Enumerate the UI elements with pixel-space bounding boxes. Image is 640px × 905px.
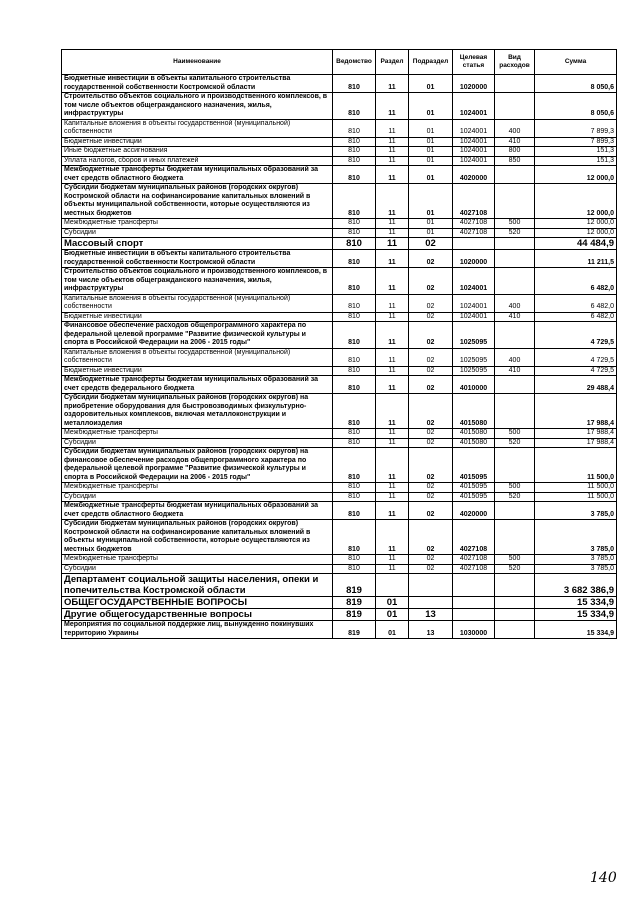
row-name: Бюджетные инвестиции: [62, 366, 333, 376]
row-sum: 3 785,0: [535, 555, 617, 565]
row-sum: 44 484,9: [535, 238, 617, 250]
row-name: Бюджетные инвестиции в объекты капитального строительства государственной собственности Костромской области: [62, 250, 333, 268]
row-vr: 850: [495, 156, 535, 166]
row-sum: 11 500,0: [535, 448, 617, 483]
row-ved: 810: [333, 564, 376, 574]
row-cs: 4015095: [453, 492, 495, 502]
row-ved: 810: [333, 156, 376, 166]
row-podr: 13: [409, 621, 453, 639]
row-cs: 4027108: [453, 564, 495, 574]
row-razd: 11: [376, 137, 409, 147]
row-sum: 11 500,0: [535, 492, 617, 502]
row-name: Субсидии: [62, 564, 333, 574]
row-name: Субсидии: [62, 228, 333, 238]
row-podr: 01: [409, 137, 453, 147]
row-podr: 01: [409, 228, 453, 238]
row-vr: 520: [495, 492, 535, 502]
row-name: Межбюджетные трансферты: [62, 555, 333, 565]
row-razd: [376, 574, 409, 597]
row-podr: 02: [409, 502, 453, 520]
row-vr: 520: [495, 438, 535, 448]
row-vr: [495, 238, 535, 250]
row-podr: 01: [409, 75, 453, 93]
row-ved: 810: [333, 166, 376, 184]
row-sum: 15 334,9: [535, 621, 617, 639]
row-name: Межбюджетные трансферты: [62, 483, 333, 493]
row-cs: 4015095: [453, 448, 495, 483]
row-name: Субсидии бюджетам муниципальных районов (городских округов) Костромской области на софинансирование капитальных вложений в объекты муниципальной собственности, которые осуществляются из местных бюджетов: [62, 184, 333, 219]
row-cs: 1024001: [453, 268, 495, 295]
row-cs: 4027108: [453, 184, 495, 219]
row-vr: [495, 597, 535, 609]
row-vr: 410: [495, 137, 535, 147]
col-header-razd: Раздел: [376, 50, 409, 75]
row-podr: 02: [409, 294, 453, 312]
row-razd: 11: [376, 483, 409, 493]
row-cs: 1020000: [453, 250, 495, 268]
col-header-podr: Подраздел: [409, 50, 453, 75]
row-sum: 8 050,6: [535, 75, 617, 93]
table-row: [62, 609, 617, 621]
row-vr: [495, 394, 535, 429]
row-ved: 810: [333, 520, 376, 555]
row-vr: 800: [495, 147, 535, 157]
row-sum: 6 482,0: [535, 312, 617, 322]
table-row: [62, 147, 617, 157]
row-podr: 02: [409, 429, 453, 439]
row-sum: 151,3: [535, 147, 617, 157]
col-header-sum: Сумма: [535, 50, 617, 75]
row-cs: 1025095: [453, 348, 495, 366]
row-razd: 11: [376, 184, 409, 219]
table-row: [62, 93, 617, 120]
row-podr: [409, 597, 453, 609]
row-ved: 810: [333, 483, 376, 493]
row-razd: 11: [376, 520, 409, 555]
row-razd: 01: [376, 597, 409, 609]
row-vr: [495, 268, 535, 295]
row-name: Финансовое обеспечение расходов общепрограммного характера по федеральной целевой программе "Развитие физической культуры и спорта в Российской Федерации на 2006 - 2015 годы": [62, 322, 333, 349]
row-sum: 6 482,0: [535, 268, 617, 295]
row-vr: 500: [495, 219, 535, 229]
row-podr: 02: [409, 492, 453, 502]
row-podr: 02: [409, 348, 453, 366]
table-row: [62, 156, 617, 166]
row-sum: 8 050,6: [535, 93, 617, 120]
row-ved: 810: [333, 75, 376, 93]
row-podr: 02: [409, 483, 453, 493]
row-razd: 11: [376, 156, 409, 166]
row-vr: 520: [495, 228, 535, 238]
row-cs: [453, 609, 495, 621]
row-ved: 810: [333, 238, 376, 250]
row-podr: 13: [409, 609, 453, 621]
row-cs: 1025095: [453, 366, 495, 376]
row-ved: 810: [333, 312, 376, 322]
row-vr: 500: [495, 555, 535, 565]
row-vr: 400: [495, 119, 535, 137]
row-vr: [495, 621, 535, 639]
row-cs: 1024001: [453, 312, 495, 322]
row-razd: 11: [376, 348, 409, 366]
row-cs: [453, 574, 495, 597]
row-razd: 11: [376, 166, 409, 184]
row-ved: 819: [333, 621, 376, 639]
row-cs: 4015080: [453, 394, 495, 429]
table-row: [62, 268, 617, 295]
row-ved: 810: [333, 376, 376, 394]
row-podr: 02: [409, 564, 453, 574]
row-sum: 7 899,3: [535, 119, 617, 137]
row-vr: 500: [495, 483, 535, 493]
row-cs: 4015080: [453, 429, 495, 439]
row-name: Департамент социальной защиты населения, опеки и попечительства Костромской области: [62, 574, 333, 597]
row-ved: 810: [333, 184, 376, 219]
row-ved: 810: [333, 294, 376, 312]
row-sum: 3 785,0: [535, 564, 617, 574]
table-row: [62, 322, 617, 349]
row-name: Межбюджетные трансферты бюджетам муниципальных образований за счет средств федерального бюджета: [62, 376, 333, 394]
row-cs: 1020000: [453, 75, 495, 93]
row-cs: 4027108: [453, 228, 495, 238]
col-header-vr: Вид расходов: [495, 50, 535, 75]
row-razd: 11: [376, 376, 409, 394]
col-header-ved: Ведомство: [333, 50, 376, 75]
row-ved: 810: [333, 219, 376, 229]
row-razd: 11: [376, 366, 409, 376]
row-podr: 02: [409, 448, 453, 483]
row-sum: 12 000,0: [535, 166, 617, 184]
row-vr: 400: [495, 294, 535, 312]
row-sum: 4 729,5: [535, 348, 617, 366]
row-ved: 810: [333, 394, 376, 429]
table-row: [62, 438, 617, 448]
row-vr: [495, 250, 535, 268]
row-sum: 6 482,0: [535, 294, 617, 312]
row-name: Межбюджетные трансферты: [62, 429, 333, 439]
row-vr: 500: [495, 429, 535, 439]
row-cs: 4010000: [453, 376, 495, 394]
row-name: Другие общегосударственные вопросы: [62, 609, 333, 621]
row-name: ОБЩЕГОСУДАРСТВЕННЫЕ ВОПРОСЫ: [62, 597, 333, 609]
row-vr: [495, 166, 535, 184]
row-ved: 810: [333, 322, 376, 349]
row-razd: 11: [376, 119, 409, 137]
row-vr: [495, 93, 535, 120]
row-vr: 520: [495, 564, 535, 574]
row-cs: 1024001: [453, 294, 495, 312]
row-razd: 11: [376, 238, 409, 250]
table-row: [62, 250, 617, 268]
table-row: [62, 119, 617, 137]
row-vr: 410: [495, 312, 535, 322]
row-razd: 11: [376, 429, 409, 439]
row-ved: 810: [333, 250, 376, 268]
row-ved: 810: [333, 502, 376, 520]
row-name: Капитальные вложения в объекты государственной (муниципальной) собственности: [62, 119, 333, 137]
row-name: Субсидии бюджетам муниципальных районов (городских округов) на финансовое обеспечение расходов общепрограммного характера по федеральной целевой программе "Развитие физической культуры и спорта в Российской Федерации на 2006 - 2015 годы": [62, 448, 333, 483]
row-razd: 11: [376, 147, 409, 157]
row-cs: 4015080: [453, 438, 495, 448]
row-podr: 01: [409, 93, 453, 120]
row-name: Бюджетные инвестиции: [62, 312, 333, 322]
row-razd: 11: [376, 502, 409, 520]
row-ved: 810: [333, 366, 376, 376]
row-sum: 3 682 386,9: [535, 574, 617, 597]
row-cs: 1024001: [453, 156, 495, 166]
row-podr: 02: [409, 312, 453, 322]
row-name: Уплата налогов, сборов и иных платежей: [62, 156, 333, 166]
row-sum: 3 785,0: [535, 520, 617, 555]
col-header-name: Наименование: [62, 50, 333, 75]
row-sum: 11 211,5: [535, 250, 617, 268]
row-sum: 12 000,0: [535, 184, 617, 219]
row-razd: 11: [376, 448, 409, 483]
row-sum: 4 729,5: [535, 322, 617, 349]
row-podr: 01: [409, 219, 453, 229]
row-name: Строительство объектов социального и производственного комплексов, в том числе объектов общегражданского назначения, жилья, инфраструктуры: [62, 93, 333, 120]
row-vr: [495, 322, 535, 349]
table-row: [62, 184, 617, 219]
row-name: Межбюджетные трансферты бюджетам муниципальных образований за счет средств областного бюджета: [62, 166, 333, 184]
row-sum: 4 729,5: [535, 366, 617, 376]
row-sum: 17 988,4: [535, 394, 617, 429]
row-ved: 810: [333, 137, 376, 147]
row-name: Бюджетные инвестиции: [62, 137, 333, 147]
row-ved: 810: [333, 228, 376, 238]
row-cs: 4027108: [453, 219, 495, 229]
table-row: [62, 394, 617, 429]
row-name: Капитальные вложения в объекты государственной (муниципальной) собственности: [62, 348, 333, 366]
row-razd: 11: [376, 322, 409, 349]
table-row: [62, 520, 617, 555]
row-ved: 810: [333, 147, 376, 157]
row-razd: 11: [376, 312, 409, 322]
row-razd: 11: [376, 75, 409, 93]
row-sum: 15 334,9: [535, 597, 617, 609]
table-row: [62, 238, 617, 250]
row-name: Капитальные вложения в объекты государственной (муниципальной) собственности: [62, 294, 333, 312]
row-podr: 02: [409, 238, 453, 250]
table-row: [62, 429, 617, 439]
table-row: [62, 137, 617, 147]
row-name: Межбюджетные трансферты бюджетам муниципальных образований за счет средств областного бюджета: [62, 502, 333, 520]
table-row: [62, 574, 617, 597]
row-vr: [495, 184, 535, 219]
row-sum: 7 899,3: [535, 137, 617, 147]
row-razd: 11: [376, 93, 409, 120]
row-cs: [453, 238, 495, 250]
row-name: Субсидии: [62, 492, 333, 502]
row-ved: 810: [333, 93, 376, 120]
row-sum: 151,3: [535, 156, 617, 166]
row-podr: 01: [409, 156, 453, 166]
row-name: Иные бюджетные ассигнования: [62, 147, 333, 157]
row-cs: 4020000: [453, 502, 495, 520]
row-podr: 01: [409, 147, 453, 157]
table-row: [62, 166, 617, 184]
table-row: [62, 502, 617, 520]
row-podr: 02: [409, 394, 453, 429]
row-podr: 01: [409, 184, 453, 219]
row-ved: 810: [333, 348, 376, 366]
row-cs: 4027108: [453, 520, 495, 555]
row-sum: 12 000,0: [535, 228, 617, 238]
row-podr: 02: [409, 438, 453, 448]
row-sum: 17 988,4: [535, 429, 617, 439]
row-razd: 11: [376, 268, 409, 295]
budget-table: [61, 49, 617, 639]
table-row: [62, 564, 617, 574]
row-ved: 810: [333, 555, 376, 565]
row-sum: 12 000,0: [535, 219, 617, 229]
table-row: [62, 492, 617, 502]
row-sum: 15 334,9: [535, 609, 617, 621]
row-razd: 11: [376, 438, 409, 448]
row-name: Субсидии: [62, 438, 333, 448]
row-cs: 1024001: [453, 147, 495, 157]
table-row: [62, 483, 617, 493]
row-ved: 819: [333, 597, 376, 609]
row-ved: 810: [333, 268, 376, 295]
table-row: [62, 376, 617, 394]
row-ved: 819: [333, 574, 376, 597]
row-podr: 02: [409, 520, 453, 555]
row-sum: 3 785,0: [535, 502, 617, 520]
row-razd: 11: [376, 492, 409, 502]
row-cs: 4015095: [453, 483, 495, 493]
table-row: [62, 366, 617, 376]
row-ved: 810: [333, 438, 376, 448]
row-sum: 29 488,4: [535, 376, 617, 394]
table-row: [62, 75, 617, 93]
row-ved: 810: [333, 492, 376, 502]
row-cs: 1024001: [453, 119, 495, 137]
row-name: Субсидии бюджетам муниципальных районов (городских округов) Костромской области на софинансирование капитальных вложений в объекты муниципальной собственности, которые осуществляются из местных бюджетов: [62, 520, 333, 555]
row-ved: 810: [333, 119, 376, 137]
row-sum: 17 988,4: [535, 438, 617, 448]
row-cs: 1030000: [453, 621, 495, 639]
row-name: Мероприятия по социальной поддержке лиц, вынужденно покинувших территорию Украины: [62, 621, 333, 639]
table-row: [62, 219, 617, 229]
row-ved: 819: [333, 609, 376, 621]
row-podr: 02: [409, 366, 453, 376]
row-vr: [495, 609, 535, 621]
row-podr: 01: [409, 166, 453, 184]
row-podr: 02: [409, 376, 453, 394]
page-number: 140: [590, 870, 617, 886]
row-vr: [495, 574, 535, 597]
row-cs: 1024001: [453, 93, 495, 120]
row-vr: 400: [495, 348, 535, 366]
row-razd: 11: [376, 250, 409, 268]
table-row: [62, 555, 617, 565]
row-cs: 4020000: [453, 166, 495, 184]
row-razd: 11: [376, 294, 409, 312]
table-row: [62, 228, 617, 238]
table-header: [62, 50, 617, 75]
row-name: Массовый спорт: [62, 238, 333, 250]
row-razd: 11: [376, 564, 409, 574]
table-row: [62, 312, 617, 322]
table-row: [62, 294, 617, 312]
row-razd: 11: [376, 555, 409, 565]
row-ved: 810: [333, 448, 376, 483]
table-body: [62, 75, 617, 639]
row-name: Межбюджетные трансферты: [62, 219, 333, 229]
row-vr: [495, 520, 535, 555]
row-sum: 11 500,0: [535, 483, 617, 493]
row-podr: [409, 574, 453, 597]
col-header-cs: Целевая статья: [453, 50, 495, 75]
row-name: Строительство объектов социального и производственного комплексов, в том числе объектов общегражданского назначения, жилья, инфраструктуры: [62, 268, 333, 295]
row-podr: 01: [409, 119, 453, 137]
row-cs: 4027108: [453, 555, 495, 565]
row-vr: 410: [495, 366, 535, 376]
row-cs: 1025095: [453, 322, 495, 349]
row-podr: 02: [409, 555, 453, 565]
row-ved: 810: [333, 429, 376, 439]
table-row: [62, 448, 617, 483]
row-vr: [495, 502, 535, 520]
row-cs: [453, 597, 495, 609]
row-razd: 11: [376, 228, 409, 238]
table-row: [62, 621, 617, 639]
row-podr: 02: [409, 322, 453, 349]
row-vr: [495, 75, 535, 93]
row-razd: 11: [376, 219, 409, 229]
row-vr: [495, 448, 535, 483]
row-podr: 02: [409, 268, 453, 295]
row-razd: 01: [376, 621, 409, 639]
row-razd: 01: [376, 609, 409, 621]
row-vr: [495, 376, 535, 394]
row-name: Бюджетные инвестиции в объекты капитального строительства государственной собственности Костромской области: [62, 75, 333, 93]
table-row: [62, 597, 617, 609]
table-row: [62, 348, 617, 366]
row-razd: 11: [376, 394, 409, 429]
row-name: Субсидии бюджетам муниципальных районов (городских округов) на приобретение оборудования для быстровозводимых физкультурно-оздоровительных комплексов, включая металлоконструкции и металлоизделия: [62, 394, 333, 429]
row-podr: 02: [409, 250, 453, 268]
row-cs: 1024001: [453, 137, 495, 147]
